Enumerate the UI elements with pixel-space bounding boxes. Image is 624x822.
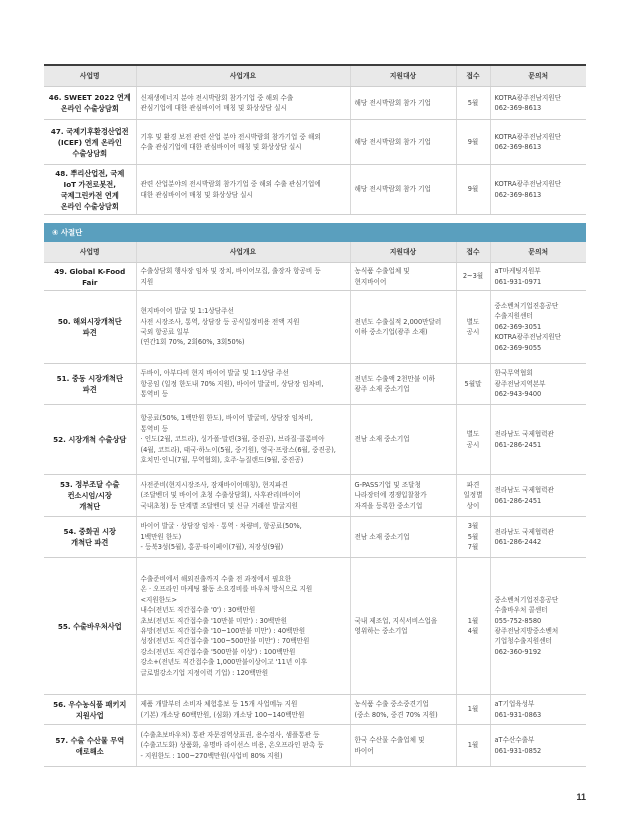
cell-line: 5월: [467, 532, 479, 541]
cell-line: 국제그린카전 연계: [60, 190, 119, 200]
cell-overview: [136, 475, 350, 517]
program-table-1: [44, 66, 586, 215]
cell-line: G-PASS기업 및 조달청: [354, 480, 421, 489]
cell-line: 농식품 수출업체 및: [354, 267, 410, 276]
table-row: [44, 517, 586, 558]
cell-line: 현지바이어 발굴 및 1:1상담주선: [140, 307, 234, 316]
cell-line: (중소 80%, 중견 70% 지원): [354, 710, 438, 719]
cell-line: 기업청수출지원센터: [494, 637, 552, 646]
cell-target: [350, 87, 456, 120]
cell-line: 파견: [466, 480, 480, 489]
cell-contact: [490, 695, 586, 725]
cell-line: 해당 전시박람회 참가 기업: [354, 98, 431, 107]
cell-line: 컨소시엄/시장: [67, 491, 112, 500]
cell-line: aT수산수출부: [494, 736, 535, 745]
cell-contact: [490, 405, 586, 475]
cell-contact: [490, 364, 586, 405]
cell-line: 55. 수출바우처사업: [57, 621, 122, 631]
cell-line: · 인도(2월, 코트라), 싱가폴·말련(3월, 중진공), 브라질·콜롬비아: [140, 435, 325, 444]
cell-target: [350, 364, 456, 405]
cell-line: 061-931-0971: [494, 277, 542, 286]
cell-line: 48. 뿌리산업전, 국제: [55, 168, 125, 178]
cell-line: 061-286-2442: [494, 538, 542, 546]
cell-line: 52. 시장개척 수출상담: [53, 435, 127, 444]
cell-line: KOTRA광주전남지원단: [494, 333, 562, 342]
cell-target: [350, 405, 456, 475]
column-header-overview: 사업개요: [136, 66, 350, 87]
table-row: [44, 405, 586, 475]
page-number: 11: [576, 792, 586, 802]
cell-line: 국외 항공료 일부: [140, 328, 190, 336]
cell-name: [44, 725, 136, 767]
cell-line: 7월: [467, 543, 479, 552]
program-table-2: [44, 242, 586, 767]
table-row: [44, 558, 586, 695]
cell-period: [456, 405, 490, 475]
cell-line: 47. 국제기후환경산업전: [50, 126, 129, 136]
cell-line: 062-369-8613: [494, 104, 542, 112]
cell-line: 온라인 수출상담회: [60, 201, 119, 211]
cell-line: 전남 소재 중소기업: [354, 435, 410, 444]
table-row: [44, 291, 586, 364]
cell-line: 광주전남지방중소벤처: [494, 627, 559, 635]
cell-line: 5월: [467, 98, 479, 107]
cell-line: 농식품 수출 중소중견기업: [354, 700, 429, 709]
cell-overview: [136, 695, 350, 725]
cell-line: (수출초보바우처) 통관 자문검역상표권, 용수검사, 샘플통관 등: [140, 730, 320, 739]
cell-line: 중소벤처기업진흥공단: [494, 595, 559, 604]
cell-name: [44, 517, 136, 558]
table-row: [44, 725, 586, 767]
cell-line: 자격을 등록한 중소기업: [354, 501, 423, 510]
cell-line: 수출 관심기업에 대한 관심바이어 매칭 및 화상상담 실시: [140, 143, 302, 151]
cell-period: [456, 364, 490, 405]
cell-line: 공시: [466, 328, 480, 336]
cell-line: 글로벌강소기업 지정이력 기업) : 120백만원: [140, 668, 269, 677]
cell-contact: [490, 517, 586, 558]
cell-line: 기후 및 환경 보전 관련 산업 분야 전시박람회 참가기업 중 해외: [140, 132, 321, 141]
cell-overview: [136, 120, 350, 165]
cell-line: 57. 수출 수산물 무역: [55, 735, 125, 745]
cell-line: 061-931-0852: [494, 746, 542, 755]
cell-name: [44, 263, 136, 291]
cell-overview: [136, 291, 350, 364]
cell-period: [456, 725, 490, 767]
cell-line: 상이: [466, 501, 480, 510]
cell-line: 수출상담회 행사장 임차 및 장치, 바이어모집, 출장자 항공비 등: [140, 267, 321, 276]
cell-line: 한국 수산물 수출업체 및: [354, 736, 425, 745]
cell-line: (기본) 개소당 60백만원, (심화) 개소당 100~140백만원: [140, 710, 305, 719]
cell-line: 바이어 발굴 · 상담장 임차 · 통역 · 차량비, 항공료(50%,: [140, 522, 302, 531]
section-title-mission: [44, 223, 586, 242]
cell-overview: [136, 87, 350, 120]
cell-line: 별도: [466, 317, 480, 326]
cell-line: 055-752-8580: [494, 616, 542, 625]
cell-line: 바이어: [354, 746, 374, 755]
cell-line: 중소벤처기업진흥공단: [494, 301, 559, 310]
cell-line: 항공료(50%, 1백만원 한도), 바이어 발굴비, 상담장 임차비,: [140, 414, 313, 423]
cell-line: 061-931-0863: [494, 710, 542, 719]
cell-line: 전남 소재 중소기업: [354, 532, 410, 541]
cell-line: <지원한도>: [140, 595, 178, 604]
cell-line: 광주 소재 중소기업: [354, 385, 410, 393]
cell-contact: [490, 558, 586, 695]
cell-line: 수출준비에서 해외진출까지 수출 전 과정에서 필요한: [140, 574, 292, 583]
cell-line: 수출지원센터: [494, 312, 533, 321]
cell-line: 54. 중화권 시장: [63, 527, 116, 536]
cell-line: 3월: [467, 522, 479, 531]
cell-line: (조달벤더 및 바이어 초청 수출상담회), 사후관리(바이어: [140, 491, 301, 500]
cell-line: 062-369-3051: [494, 322, 542, 331]
cell-line: 1백만원 한도): [140, 532, 182, 541]
cell-line: 나라장터에 경쟁입찰참가: [354, 491, 427, 500]
cell-line: 사전 시장조사, 통역, 상담장 등 공식일정비용 전액 지원: [140, 317, 300, 326]
cell-overview: [136, 263, 350, 291]
cell-name: [44, 695, 136, 725]
cell-line: 062-360-9192: [494, 647, 542, 656]
cell-target: [350, 517, 456, 558]
cell-line: 이하 중소기업(광주 소재): [354, 328, 428, 336]
cell-line: 개척단: [79, 502, 101, 511]
cell-overview: [136, 725, 350, 767]
table2-header-row: [44, 242, 586, 263]
cell-name: [44, 165, 136, 215]
cell-line: 개척단 파견: [71, 538, 109, 547]
cell-line: 061-286-2451: [494, 496, 542, 505]
cell-line: 한국무역협회: [494, 369, 533, 378]
column-header-target: 지원대상: [350, 66, 456, 87]
cell-line: (4월, 코트라), 태국·하노이(5월, 중기원), 영국·프랑스(6월, 중진공),: [140, 445, 336, 454]
cell-line: 지원사업: [75, 710, 104, 720]
cell-line: 46. SWEET 2022 연계: [48, 93, 131, 102]
cell-line: 애로해소: [75, 746, 104, 756]
cell-name: [44, 364, 136, 405]
cell-period: [456, 165, 490, 215]
cell-line: (ICEF) 연계 온라인: [57, 137, 122, 147]
column-header-period: 접수: [456, 242, 490, 263]
table-row: [44, 87, 586, 120]
cell-contact: [490, 165, 586, 215]
cell-line: 영위하는 중소기업: [354, 627, 408, 635]
cell-line: - 등북3성(5월), 홍콩·타이페이(7월), 저장성(9월): [140, 543, 284, 552]
table-row: [44, 695, 586, 725]
cell-overview: [136, 405, 350, 475]
cell-target: [350, 263, 456, 291]
cell-line: 2~3월: [462, 272, 484, 281]
cell-line: 관련 산업분야의 전시박람회 참가기업 중 해외 수출 관심기업에: [140, 180, 321, 189]
cell-line: 53. 정부조달 수출: [60, 480, 120, 489]
cell-line: 초보(전년도 직간접수출 '10만불 미만') : 30백만원: [140, 616, 288, 625]
cell-target: [350, 695, 456, 725]
cell-line: 현지바이어: [354, 277, 387, 286]
cell-line: (연간1회 70%, 2회60%, 3회50%): [140, 338, 245, 347]
cell-period: [456, 87, 490, 120]
cell-line: 49. Global K-Food: [54, 266, 126, 276]
cell-line: 062-369-9055: [494, 343, 542, 352]
cell-line: 온라인 수출상담회: [60, 104, 119, 113]
cell-line: 온 · 오프라인 마케팅 활동 소요경비를 바우처 방식으로 지원: [140, 585, 313, 594]
cell-line: 광주전남지역본부: [494, 379, 546, 388]
cell-line: - 지원한도 : 100~270백만원(사업비 80% 지원): [140, 751, 283, 760]
cell-period: [456, 120, 490, 165]
cell-line: 사전준비(현지시장조사, 잠재바이어매칭), 현지파견: [140, 480, 288, 489]
cell-name: [44, 558, 136, 695]
cell-line: 전라남도 국제협력관: [494, 486, 554, 495]
cell-line: 9월: [467, 137, 479, 146]
cell-name: [44, 475, 136, 517]
cell-line: Fair: [82, 277, 98, 287]
column-header-overview: 사업개요: [136, 242, 350, 263]
column-header-target: 지원대상: [350, 242, 456, 263]
cell-line: 전년도 수출액 2천만불 이하: [354, 374, 436, 383]
cell-name: [44, 87, 136, 120]
cell-line: 공시: [466, 440, 480, 449]
cell-line: 통역비 등: [140, 390, 169, 399]
cell-overview: [136, 364, 350, 405]
cell-target: [350, 725, 456, 767]
cell-line: 통역비 등: [140, 424, 169, 433]
cell-line: 두바이, 아부다비 현지 바이어 발굴 및 1:1상담 주선: [140, 369, 289, 378]
cell-line: aT마케팅지원부: [494, 267, 541, 276]
cell-line: 강소(전년도 직간접수출 '500만불 이상') : 100백만원: [140, 647, 296, 656]
cell-period: [456, 291, 490, 364]
table-row: [44, 364, 586, 405]
section-title-text: ④ 사절단: [52, 228, 83, 237]
cell-line: 51. 중동 시장개척단: [56, 374, 123, 383]
cell-name: [44, 405, 136, 475]
cell-line: 관심기업에 대한 관심바이어 매칭 및 화상상담 실시: [140, 104, 287, 112]
cell-contact: [490, 87, 586, 120]
cell-line: KOTRA광주전남지원단: [494, 132, 562, 141]
column-header-contact: 문의처: [490, 66, 586, 87]
column-header-contact: 문의처: [490, 242, 586, 263]
cell-line: 1월: [467, 741, 479, 750]
cell-line: 9월: [467, 185, 479, 194]
cell-line: 파견: [82, 385, 97, 394]
cell-line: 062-943-9400: [494, 390, 542, 399]
cell-line: 5월말: [464, 379, 482, 388]
cell-line: 수출상담회: [72, 148, 108, 158]
cell-line: 대한 관심바이어 매칭 및 화상상담 실시: [140, 190, 253, 199]
cell-line: 062-369-8613: [494, 190, 542, 199]
cell-line: 4월: [467, 627, 479, 635]
cell-name: [44, 291, 136, 364]
cell-line: 호치민·인니(7월, 무역협회), 호주·뉴질랜드(9월, 중진공): [140, 456, 304, 465]
cell-line: 50. 해외시장개척단: [57, 317, 122, 326]
cell-overview: [136, 517, 350, 558]
cell-line: 1월: [467, 616, 479, 625]
cell-period: [456, 263, 490, 291]
cell-contact: [490, 291, 586, 364]
table1-header-row: [44, 66, 586, 87]
cell-line: 유망(전년도 직간접수출 '10~100만불 미만') : 40백만원: [140, 627, 306, 635]
cell-line: 061-286-2451: [494, 440, 542, 449]
cell-contact: [490, 475, 586, 517]
table-row: [44, 120, 586, 165]
cell-name: [44, 120, 136, 165]
cell-overview: [136, 558, 350, 695]
cell-line: 신재생에너지 분야 전시박람회 참가기업 중 해외 수출: [140, 93, 294, 102]
cell-line: 56. 우수농식품 패키지: [53, 699, 127, 709]
cell-line: 국내초청) 등 단계별 조달벤더 및 신규 거래선 발굴지원: [140, 501, 298, 510]
cell-line: 강소+(전년도 직간접수출 1,000만불이상이고 '11년 이후: [140, 658, 308, 667]
column-header-name: 사업명: [44, 66, 136, 87]
cell-line: 지원: [140, 277, 154, 286]
cell-overview: [136, 165, 350, 215]
column-header-name: 사업명: [44, 242, 136, 263]
cell-line: 해당 전시박람회 참가 기업: [354, 185, 431, 194]
cell-line: 별도: [466, 430, 480, 439]
cell-period: [456, 695, 490, 725]
cell-line: 전라남도 국제협력관: [494, 430, 554, 439]
cell-target: [350, 475, 456, 517]
cell-period: [456, 558, 490, 695]
cell-line: 전라남도 국제협력관: [494, 527, 554, 536]
cell-line: 성장(전년도 직간접수출 '100~500만불 미만') : 70백만원: [140, 637, 310, 646]
cell-line: aT기업육성부: [494, 700, 535, 709]
cell-target: [350, 165, 456, 215]
cell-line: IoT 가전로봇전,: [63, 179, 116, 189]
table-row: [44, 165, 586, 215]
cell-line: 062-369-8613: [494, 143, 542, 151]
cell-line: 국내 제조업, 지식서비스업을: [354, 616, 438, 625]
cell-line: 항공임 (일정 한도내 70% 지원), 바이어 발굴비, 상담장 임차비,: [140, 379, 324, 388]
cell-line: KOTRA광주전남지원단: [494, 93, 562, 102]
cell-target: [350, 120, 456, 165]
cell-line: 해당 전시박람회 참가 기업: [354, 137, 431, 146]
cell-contact: [490, 263, 586, 291]
cell-period: [456, 517, 490, 558]
cell-line: (수출고도화) 상품화, 유명바 라이선스 비용, 온오프라인 판촉 등: [140, 741, 324, 750]
column-header-period: 접수: [456, 66, 490, 87]
cell-contact: [490, 120, 586, 165]
cell-line: 일정별: [463, 491, 483, 500]
cell-target: [350, 291, 456, 364]
table-row: [44, 263, 586, 291]
cell-target: [350, 558, 456, 695]
cell-line: 수출바우처 콜센터: [494, 606, 548, 615]
cell-line: KOTRA광주전남지원단: [494, 180, 562, 189]
cell-line: 1월: [467, 705, 479, 714]
cell-contact: [490, 725, 586, 767]
cell-line: 제품 개발부터 소비자 체험홍보 등 15개 사업메뉴 지원: [140, 700, 298, 709]
cell-line: 전년도 수출실적 2,000만달러: [354, 317, 442, 326]
cell-period: [456, 475, 490, 517]
cell-line: 내수(전년도 직간접수출 '0') : 30백만원: [140, 606, 256, 615]
table-row: [44, 475, 586, 517]
cell-line: 파견: [82, 328, 97, 337]
